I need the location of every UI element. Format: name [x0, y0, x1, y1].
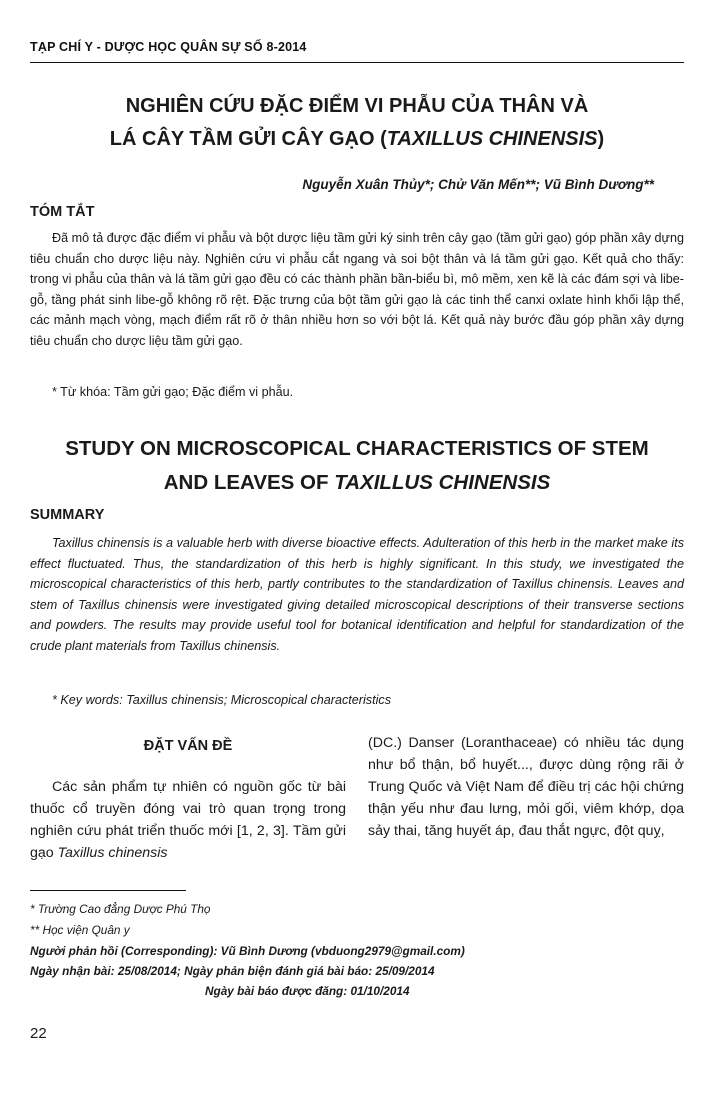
page-number: 22 [30, 1025, 47, 1042]
footnote-rule [30, 890, 186, 891]
english-title-line1: STUDY ON MICROSCOPICAL CHARACTERISTICS OF STEM [65, 437, 649, 460]
introduction-right-column: (DC.) Danser (Loranthaceae) có nhiều tác dụng như bổ thận, bổ huyết..., được dùng rộng rãi ở Trung Quốc và Việt Nam để điều trị các hội chứng thận yếu như đau lưng, mỏi gối, viêm khớp, dọa sảy thai, tăng huyết áp, đau thắt ngực, đột quỵ, [368, 735, 684, 839]
journal-header: TẠP CHÍ Y - DƯỢC HỌC QUÂN SỰ SỐ 8-2014 [30, 40, 307, 54]
author-list: Nguyễn Xuân Thủy*; Chử Văn Mến**; Vũ Bình Dương** [302, 177, 654, 192]
summary-heading: SUMMARY [30, 507, 105, 523]
footnote-published: Ngày bài báo được đăng: 01/10/2014 [205, 984, 410, 998]
english-keywords: * Key words: Taxillus chinensis; Microscopical characteristics [52, 693, 391, 707]
english-title [30, 432, 684, 500]
header-rule [30, 62, 684, 63]
abstract-heading: TÓM TẮT [30, 204, 95, 220]
vietnamese-title-line2: LÁ CÂY TẦM GỬI CÂY GẠO (TAXILLUS CHINENSIS) [109, 128, 605, 150]
footnote-affiliation-1: * Trường Cao đẳng Dược Phú Thọ [30, 902, 211, 916]
introduction-left-column: Các sản phẩm tự nhiên có nguồn gốc từ bài thuốc cổ truyền đóng vai trò quan trọng trong nghiên cứu phát triển thuốc mới [1, 2, 3]. Tầm gửi gạo Taxillus chinensis [30, 779, 346, 861]
footnote-corresponding: Người phản hồi (Corresponding): Vũ Bình Dương (vbduong2979@gmail.com) [30, 944, 465, 958]
english-title-line2: AND LEAVES OF TAXILLUS CHINENSIS [163, 471, 551, 494]
vietnamese-keywords: * Từ khóa: Tầm gửi gạo; Đặc điểm vi phẫu. [52, 385, 294, 399]
vietnamese-abstract: Đã mô tả được đặc điểm vi phẫu và bột dược liệu tầm gửi ký sinh trên cây gạo (tầm gửi gạo) góp phần xây dựng tiêu chuẩn cho dược liệu này. Nghiên cứu vi phẫu cắt ngang và soi bột thân và lá tầm gửi gạo. Kết quả cho thấy: trong vi phẫu của thân và lá tầm gửi gạo đều có các thành phần bần-biểu bì, mô mềm, xen kẽ là các đám sợi và libe-gỗ, tầng phát sinh libe-gỗ không rõ rệt. Đặc trưng của bột tầm gửi gạo là các tinh thể canxi oxlate hình khối lập thể, các mảnh mạch vòng, mạch điểm rất rõ ở thân nhiều hơn so với bột lá. Kết quả này bước đầu góp phần xây dựng tiêu chuẩn cho dược liệu tầm gửi gạo. [30, 231, 684, 348]
vietnamese-title [40, 90, 674, 156]
footnote-dates: Ngày nhận bài: 25/08/2014; Ngày phản biện đánh giá bài báo: 25/09/2014 [30, 964, 435, 978]
section-heading-introduction: ĐẶT VẤN ĐỀ [143, 738, 233, 754]
footnote-affiliation-2: ** Học viện Quân y [30, 923, 130, 937]
vietnamese-title-line1: NGHIÊN CỨU ĐẶC ĐIỂM VI PHẪU CỦA THÂN VÀ [125, 95, 589, 117]
english-summary: Taxillus chinensis is a valuable herb with diverse bioactive effects. Adulteration of this herb in the market make its effect fluctuated. Thus, the standardization of this herb is highly significant. In this study, we investigated the microscopical characteristics of this herb, partly contributes to the standardization of Taxillus chinensis. Leaves and stem of Taxillus chinensis were investigated giving detailed microscopical descriptions of their transverse sections and powders. The results may provide useful tool for botanical identification and helpful for standardization of the crude plant materials from Taxillus chinensis. [30, 536, 684, 653]
